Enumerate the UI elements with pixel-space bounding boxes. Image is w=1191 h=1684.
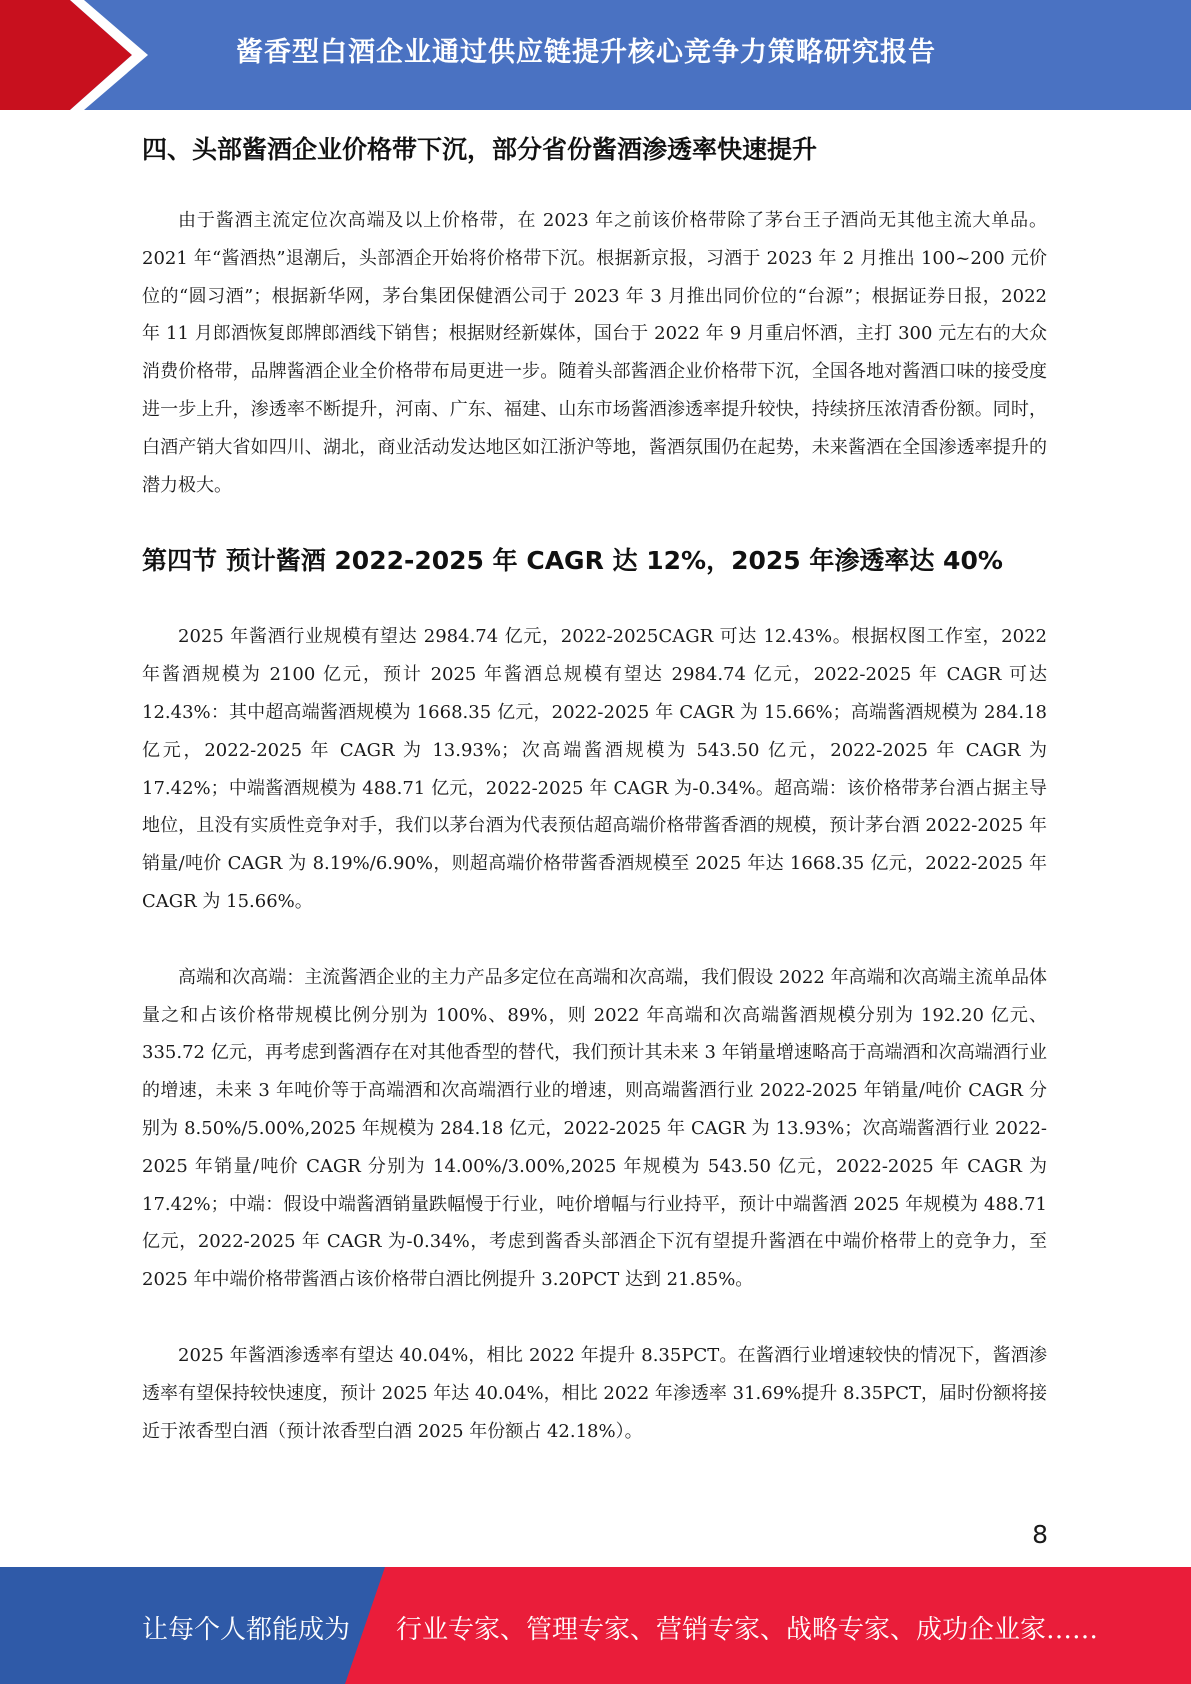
- section-heading: 四、头部酱酒企业价格带下沉，部分省份酱酒渗透率快速提升: [142, 135, 818, 164]
- report-title: 酱香型白酒企业通过供应链提升核心竞争力策略研究报告: [236, 37, 936, 68]
- page-number: 8: [1032, 1520, 1048, 1549]
- section-heading: 第四节 预计酱酒 2022-2025 年 CAGR 达 12%，2025 年渗透率达 40%: [142, 546, 1003, 576]
- footer-banner: [0, 1567, 1191, 1684]
- body-paragraph: 高端和次高端：主流酱酒企业的主力产品多定位在高端和次高端，我们假设 2022 年高端和次高端主流单品体量之和占该价格带规模比例分别为 100%、89%，则 2022 年高端和次高端酱酒规模分别为 192.20 亿元、335.72 亿元，再考虑到酱酒存在对其他香型的替代，我们预计其未来 3 年销量增速略高于高端酒和次高端酒行业的增速，未来 3 年吨价等于高端酒和次高端酒行业的增速，则高端酱酒行业 2022-2025 年销量/吨价 CAGR 分别为 8.50%/5.00%,2025 年规模为 284.18 亿元，2022-2025 年 CAGR 为 13.93%；次高端酱酒行业 2022-2025 年销量/吨价 CAGR 分别为 14.00%/3.00%,2025 年规模为 543.50 亿元，2022-2025 年 CAGR 为 17.42%；中端：假设中端酱酒销量跌幅慢于行业，吨价增幅与行业持平，预计中端酱酒 2025 年规模为 488.71 亿元，2022-2025 年 CAGR 为-0.34%，考虑到酱香头部酒企下沉有望提升酱酒在中端价格带上的竞争力，至 2025 年中端价格带酱酒占该价格带白酒比例提升 3.20PCT 达到 21.85%。: [142, 966, 1047, 1291]
- body-paragraph: 2025 年酱酒行业规模有望达 2984.74 亿元，2022-2025CAGR 可达 12.43%。根据权图工作室，2022 年酱酒规模为 2100 亿元，预计 2025 年酱酒总规模有望达 2984.74 亿元，2022-2025 年 CAGR 可达 12.43%：其中超高端酱酒规模为 1668.35 亿元，2022-2025 年 CAGR 为 15.66%；高端酱酒规模为 284.18 亿元，2022-2025 年 CAGR 为 13.93%；次高端酱酒规模为 543.50 亿元，2022-2025 年 CAGR 为 17.42%；中端酱酒规模为 488.71 亿元，2022-2025 年 CAGR 为-0.34%。超高端：该价格带茅台酒占据主导地位，且没有实质性竞争对手，我们以茅台酒为代表预估超高端价格带酱香酒的规模，预计茅台酒 2022-2025 年销量/吨价 CAGR 为 8.19%/6.90%，则超高端价格带酱香酒规模至 2025 年达 1668.35 亿元，2022-2025 年 CAGR 为 15.66%。: [142, 626, 1047, 912]
- body-paragraph: 2025 年酱酒渗透率有望达 40.04%，相比 2022 年提升 8.35PCT。在酱酒行业增速较快的情况下，酱酒渗透率有望保持较快速度，预计 2025 年达 40.04%，相比 2022 年渗透率 31.69%提升 8.35PCT，届时份额将接近于浓香型白酒（预计浓香型白酒 2025 年份额占 42.18%）。: [142, 1344, 1047, 1442]
- footer-slogan-left: 让每个人都能成为: [142, 1615, 351, 1645]
- footer-slogan-right: 行业专家、管理专家、营销专家、战略专家、成功企业家……: [396, 1615, 1099, 1645]
- header-banner: [0, 0, 1191, 110]
- body-paragraph: 由于酱酒主流定位次高端及以上价格带，在 2023 年之前该价格带除了茅台王子酒尚无其他主流大单品。2021 年“酱酒热”退潮后，头部酒企开始将价格带下沉。根据新京报，习酒于 2023 年 2 月推出 100~200 元价位的“圆习酒”；根据新华网，茅台集团保健酒公司于 2023 年 3 月推出同价位的“台源”；根据证券日报，2022 年 11 月郎酒恢复郎牌郎酒线下销售；根据财经新媒体，国台于 2022 年 9 月重启怀酒，主打 300 元左右的大众消费价格带，品牌酱酒企业全价格带布局更进一步。随着头部酱酒企业价格带下沉，全国各地对酱酒口味的接受度进一步上升，渗透率不断提升，河南、广东、福建、山东市场酱酒渗透率提升较快，持续挤压浓清香份额。同时，白酒产销大省如四川、湖北，商业活动发达地区如江浙沪等地，酱酒氛围仍在起势，未来酱酒在全国渗透率提升的潜力极大。: [142, 210, 1047, 496]
- main-content: [142, 130, 1047, 1450]
- header-red-arrow-shape: [0, 0, 150, 110]
